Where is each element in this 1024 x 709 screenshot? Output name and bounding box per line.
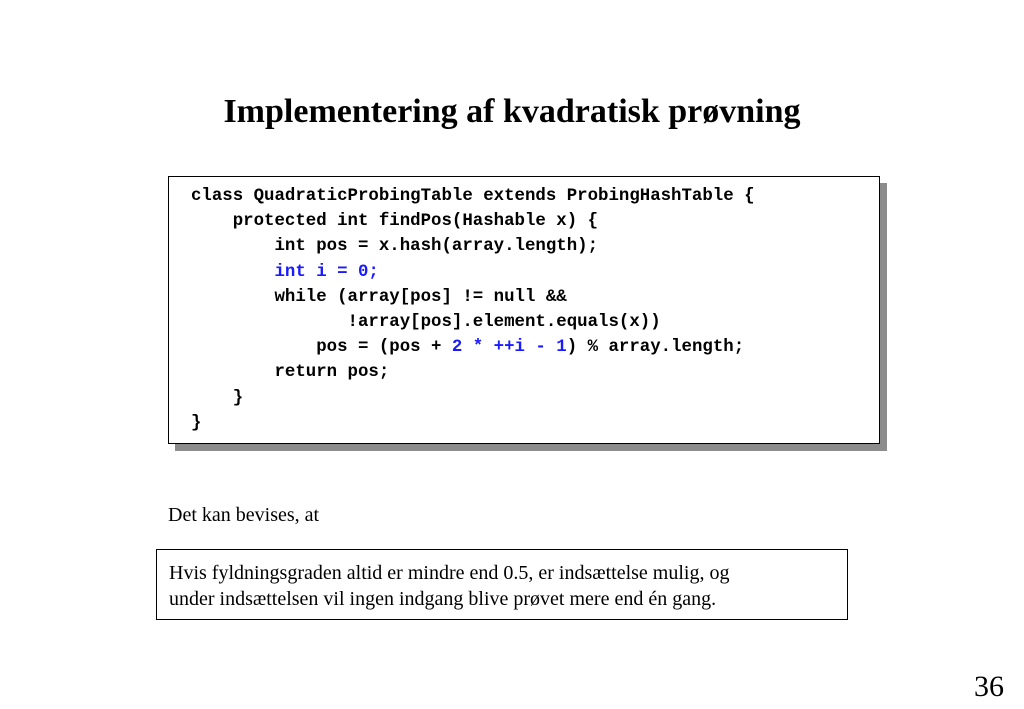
code-listing (191, 184, 755, 436)
code-text (191, 263, 275, 282)
code-highlight: int i = 0; (274, 262, 379, 282)
page-number: 36 (974, 670, 1004, 703)
code-text: ) % array.length; (566, 338, 745, 358)
code-text: protected int findPos(Hashable x) { (191, 212, 599, 232)
code-text: } (191, 388, 244, 408)
code-line (191, 386, 755, 411)
code-text: return pos; (191, 363, 390, 383)
code-line (191, 411, 755, 436)
code-text: } (191, 413, 202, 433)
code-line (191, 310, 755, 335)
code-text: int pos = x.hash(array.length); (191, 237, 599, 257)
code-text: pos = (pos + (191, 338, 452, 358)
code-text: !array[pos].element.equals(x)) (191, 312, 661, 332)
code-line (191, 184, 755, 209)
intro-text: Det kan bevises, at (168, 504, 320, 526)
theorem-box (156, 549, 848, 620)
code-text: while (array[pos] != null && (191, 287, 567, 307)
slide-title: Implementering af kvadratisk prøvning (223, 93, 801, 130)
code-line (191, 285, 755, 310)
code-line (191, 260, 755, 285)
code-line (191, 335, 755, 360)
theorem-line: Hvis fyldningsgraden altid er mindre end 0.5, er indsættelse mulig, og (169, 562, 730, 584)
code-text: class QuadraticProbingTable extends ProbingHashTable { (191, 187, 755, 206)
code-box (168, 176, 880, 444)
code-highlight: 2 * ++i - 1 (451, 338, 567, 358)
theorem-line: under indsættelsen vil ingen indgang blive prøvet mere end én gang. (169, 588, 717, 610)
code-line (191, 234, 755, 259)
code-line (191, 360, 755, 385)
code-line (191, 209, 755, 234)
